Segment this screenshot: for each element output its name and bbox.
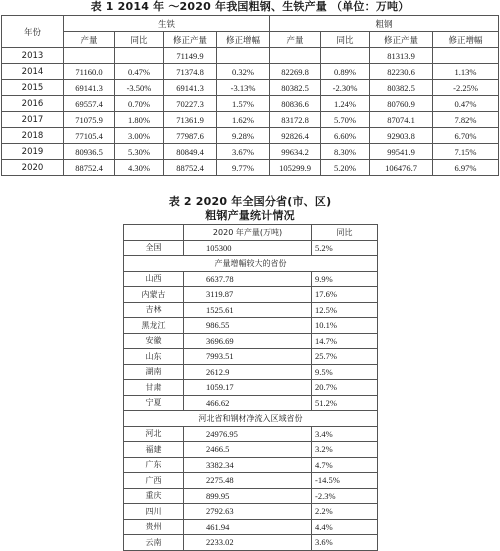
pig-iron-output-cell: 77105.4 <box>64 128 115 144</box>
province-name: 安徽 <box>124 333 184 349</box>
pig-iron-output-cell: 71075.9 <box>64 112 115 128</box>
crude-steel-output-cell: 105299.9 <box>270 160 321 176</box>
pig-iron-output-cell: 80936.5 <box>64 144 115 160</box>
national-name: 全国 <box>124 240 184 256</box>
section2-row <box>124 411 378 427</box>
crude-steel-revised-growth-cell: 1.13% <box>433 64 499 80</box>
province-output: 2275.48 <box>184 473 312 489</box>
pig-iron-yoy-cell: 0.47% <box>115 64 164 80</box>
list-item <box>124 457 378 473</box>
province-output: 899.95 <box>184 488 312 504</box>
pig-iron-revised-growth-cell <box>217 48 270 64</box>
province-output: 3696.69 <box>184 333 312 349</box>
province-name: 河北 <box>124 426 184 442</box>
national-row <box>124 240 378 256</box>
table2-title-line2: 粗钢产量统计情况 <box>205 209 295 222</box>
province-name: 广西 <box>124 473 184 489</box>
province-yoy: 4.7% <box>312 457 378 473</box>
list-item <box>124 364 378 380</box>
province-name: 贵州 <box>124 519 184 535</box>
crude-steel-yoy-cell: 6.60% <box>321 128 370 144</box>
province-yoy: 3.4% <box>312 426 378 442</box>
list-item <box>124 287 378 303</box>
province-yoy: 10.1% <box>312 318 378 334</box>
pig-iron-revised-growth-cell: 0.32% <box>217 64 270 80</box>
crude-steel-output-cell: 99634.2 <box>270 144 321 160</box>
pig-iron-revised-growth-cell: 1.57% <box>217 96 270 112</box>
pig-iron-revised-output-cell: 69141.3 <box>164 80 217 96</box>
year-cell: 2013 <box>2 48 64 64</box>
province-table <box>123 224 378 551</box>
province-name: 内蒙古 <box>124 287 184 303</box>
crude-steel-yoy-header: 同比 <box>321 32 370 48</box>
province-output: 1059.17 <box>184 380 312 396</box>
province-output: 3382.34 <box>184 457 312 473</box>
province-name: 四川 <box>124 504 184 520</box>
province-yoy: 51.2% <box>312 395 378 411</box>
province-yoy: 2.2% <box>312 504 378 520</box>
pig-iron-revised-growth-header: 修正增幅 <box>217 32 270 48</box>
province-yoy: 14.7% <box>312 333 378 349</box>
table2-header-row <box>124 225 378 241</box>
yoy-header: 同比 <box>312 225 378 241</box>
crude-steel-header: 粗钢 <box>270 16 499 32</box>
crude-steel-revised-output-cell: 80382.5 <box>370 80 433 96</box>
pig-iron-revised-output-header: 修正产量 <box>164 32 217 48</box>
section1-row <box>124 256 378 272</box>
province-yoy: -14.5% <box>312 473 378 489</box>
table-row <box>2 80 499 96</box>
province-output: 2466.5 <box>184 442 312 458</box>
table-row <box>2 96 499 112</box>
crude-steel-revised-growth-cell: 6.97% <box>433 160 499 176</box>
production-table <box>1 15 499 176</box>
province-name: 福建 <box>124 442 184 458</box>
table-row <box>2 160 499 176</box>
list-item <box>124 442 378 458</box>
list-item <box>124 535 378 551</box>
list-item <box>124 349 378 365</box>
crude-steel-revised-output-cell: 99541.9 <box>370 144 433 160</box>
pig-iron-revised-output-cell: 88752.4 <box>164 160 217 176</box>
province-name: 湖南 <box>124 364 184 380</box>
crude-steel-revised-growth-cell: 0.47% <box>433 96 499 112</box>
pig-iron-revised-growth-cell: -3.13% <box>217 80 270 96</box>
crude-steel-yoy-cell <box>321 48 370 64</box>
output-2020-header: 2020 年产量(万吨) <box>184 225 312 241</box>
header-row-2 <box>2 32 499 48</box>
pig-iron-revised-output-cell: 71149.9 <box>164 48 217 64</box>
section2-label: 河北省和钢材净流入区域省份 <box>124 411 378 427</box>
pig-iron-output-cell: 69141.3 <box>64 80 115 96</box>
crude-steel-output-cell: 80382.5 <box>270 80 321 96</box>
pig-iron-yoy-cell: 3.00% <box>115 128 164 144</box>
list-item <box>124 504 378 520</box>
province-output: 2792.63 <box>184 504 312 520</box>
year-cell: 2018 <box>2 128 64 144</box>
pig-iron-yoy-header: 同比 <box>115 32 164 48</box>
pig-iron-yoy-cell: 4.30% <box>115 160 164 176</box>
table-row <box>2 128 499 144</box>
pig-iron-revised-output-cell: 77987.6 <box>164 128 217 144</box>
crude-steel-yoy-cell: 1.24% <box>321 96 370 112</box>
pig-iron-output-cell <box>64 48 115 64</box>
province-name: 吉林 <box>124 302 184 318</box>
pig-iron-revised-growth-cell: 1.62% <box>217 112 270 128</box>
province-output: 461.94 <box>184 519 312 535</box>
crude-steel-output-cell: 80836.6 <box>270 96 321 112</box>
crude-steel-revised-output-cell: 80760.9 <box>370 96 433 112</box>
year-cell: 2017 <box>2 112 64 128</box>
national-output: 105300 <box>184 240 312 256</box>
pig-iron-revised-growth-cell: 3.67% <box>217 144 270 160</box>
province-yoy: 17.6% <box>312 287 378 303</box>
province-output: 6637.78 <box>184 271 312 287</box>
crude-steel-yoy-cell: 8.30% <box>321 144 370 160</box>
pig-iron-revised-growth-cell: 9.28% <box>217 128 270 144</box>
crude-steel-revised-output-cell: 82230.6 <box>370 64 433 80</box>
pig-iron-revised-output-cell: 71374.8 <box>164 64 217 80</box>
table1-title: 表 1 2014 年 ～2020 年我国粗钢、生铁产量 （单位：万吨） <box>90 0 410 13</box>
pig-iron-output-cell: 69557.4 <box>64 96 115 112</box>
crude-steel-revised-output-cell: 106476.7 <box>370 160 433 176</box>
table-row <box>2 112 499 128</box>
list-item <box>124 473 378 489</box>
crude-steel-revised-output-header: 修正产量 <box>370 32 433 48</box>
province-yoy: 4.4% <box>312 519 378 535</box>
crude-steel-output-cell: 92826.4 <box>270 128 321 144</box>
province-yoy: 25.7% <box>312 349 378 365</box>
province-name: 山西 <box>124 271 184 287</box>
province-output: 2233.02 <box>184 535 312 551</box>
crude-steel-yoy-cell: 0.89% <box>321 64 370 80</box>
list-item <box>124 318 378 334</box>
list-item <box>124 333 378 349</box>
list-item <box>124 488 378 504</box>
province-name: 广东 <box>124 457 184 473</box>
list-item <box>124 426 378 442</box>
table-row <box>2 144 499 160</box>
province-output: 466.62 <box>184 395 312 411</box>
year-cell: 2016 <box>2 96 64 112</box>
list-item <box>124 271 378 287</box>
crude-steel-revised-growth-cell <box>433 48 499 64</box>
crude-steel-output-cell <box>270 48 321 64</box>
list-item <box>124 395 378 411</box>
crude-steel-yoy-cell: 5.20% <box>321 160 370 176</box>
year-cell: 2014 <box>2 64 64 80</box>
province-yoy: -2.3% <box>312 488 378 504</box>
crude-steel-revised-growth-cell: 7.82% <box>433 112 499 128</box>
section1-label: 产量增幅较大的省份 <box>124 256 378 272</box>
pig-iron-output-header: 产量 <box>64 32 115 48</box>
crude-steel-yoy-cell: 5.70% <box>321 112 370 128</box>
province-name: 甘肃 <box>124 380 184 396</box>
crude-steel-output-header: 产量 <box>270 32 321 48</box>
crude-steel-output-cell: 83172.8 <box>270 112 321 128</box>
header-row-1 <box>2 16 499 32</box>
pig-iron-output-cell: 88752.4 <box>64 160 115 176</box>
pig-iron-yoy-cell: 0.70% <box>115 96 164 112</box>
province-yoy: 3.6% <box>312 535 378 551</box>
pig-iron-yoy-cell: 5.30% <box>115 144 164 160</box>
province-yoy: 3.2% <box>312 442 378 458</box>
province-yoy: 9.9% <box>312 271 378 287</box>
list-item <box>124 380 378 396</box>
province-name: 重庆 <box>124 488 184 504</box>
list-item <box>124 302 378 318</box>
pig-iron-yoy-cell: 1.80% <box>115 112 164 128</box>
province-output: 7993.51 <box>184 349 312 365</box>
province-yoy: 20.7% <box>312 380 378 396</box>
table-row <box>2 48 499 64</box>
year-cell: 2015 <box>2 80 64 96</box>
province-yoy: 9.5% <box>312 364 378 380</box>
province-yoy: 12.5% <box>312 302 378 318</box>
province-name: 云南 <box>124 535 184 551</box>
crude-steel-yoy-cell: -2.30% <box>321 80 370 96</box>
year-header: 年份 <box>2 16 64 48</box>
province-output: 3119.87 <box>184 287 312 303</box>
national-yoy: 5.2% <box>312 240 378 256</box>
pig-iron-revised-growth-cell: 9.77% <box>217 160 270 176</box>
list-item <box>124 519 378 535</box>
crude-steel-revised-growth-cell: 7.15% <box>433 144 499 160</box>
table2-title-line1: 表 2 2020 年全国分省(市、区) <box>168 195 332 208</box>
province-output: 986.55 <box>184 318 312 334</box>
year-cell: 2019 <box>2 144 64 160</box>
crude-steel-output-cell: 82269.8 <box>270 64 321 80</box>
province-output: 24976.95 <box>184 426 312 442</box>
crude-steel-revised-output-cell: 81313.9 <box>370 48 433 64</box>
year-cell: 2020 <box>2 160 64 176</box>
pig-iron-yoy-cell: -3.50% <box>115 80 164 96</box>
pig-iron-header: 生铁 <box>64 16 270 32</box>
province-header <box>124 225 184 241</box>
crude-steel-revised-output-cell: 87074.1 <box>370 112 433 128</box>
province-output: 1525.61 <box>184 302 312 318</box>
province-name: 宁夏 <box>124 395 184 411</box>
crude-steel-revised-output-cell: 92903.8 <box>370 128 433 144</box>
province-name: 黑龙江 <box>124 318 184 334</box>
pig-iron-revised-output-cell: 71361.9 <box>164 112 217 128</box>
table-row <box>2 64 499 80</box>
crude-steel-revised-growth-cell: -2.25% <box>433 80 499 96</box>
pig-iron-output-cell: 71160.0 <box>64 64 115 80</box>
pig-iron-yoy-cell <box>115 48 164 64</box>
province-name: 山东 <box>124 349 184 365</box>
crude-steel-revised-growth-cell: 6.70% <box>433 128 499 144</box>
province-output: 2612.9 <box>184 364 312 380</box>
pig-iron-revised-output-cell: 70227.3 <box>164 96 217 112</box>
crude-steel-revised-growth-header: 修正增幅 <box>433 32 499 48</box>
pig-iron-revised-output-cell: 80849.4 <box>164 144 217 160</box>
